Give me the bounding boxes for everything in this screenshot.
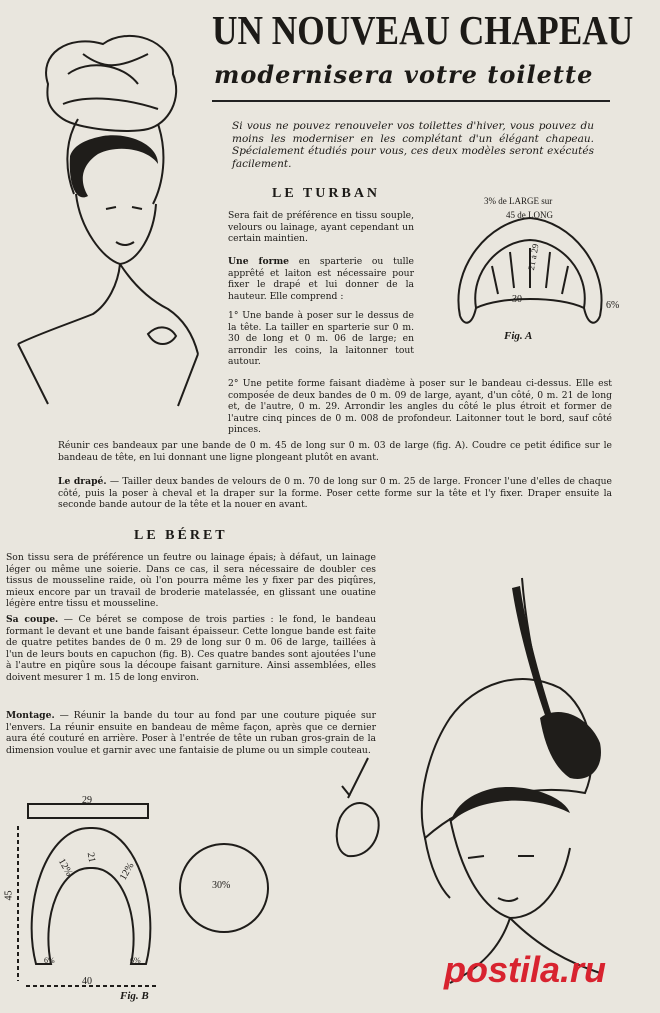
turban-heading: LE TURBAN [272, 186, 381, 201]
turban-illustration [8, 14, 208, 414]
turban-paragraph-6 [58, 476, 612, 511]
beret-p2-text: — Ce béret se compose de trois parties : le fond, le bandeau formant le devant et une bande faisant épaisseur. Cette longue bande est faite de quatre petites bandes de 0 m. 29 de long sur 0 m. 06 de large, taillées à l'un de leurs bouts en capuchon (fig. B). Ces quatre bandes sont ajoutées l'une à l'autre en piqûre sous la découpe faisant garniture. Ainsi assemblées, elles doivent mesurer 1 m. 15 de long environ. [6, 614, 376, 683]
intro-text: Si vous ne pouvez renouveler vos toilettes d'hiver, vous pouvez du moins les moderniser en les complétant d'un élégant chapeau. Spécialement étudiés pour vous, ces deux modèles seront exécutés facilement. [232, 120, 594, 170]
fig-b-foot-right: 6% [130, 956, 141, 965]
turban-paragraph-5: Réunir ces bandeaux par une bande de 0 m. 45 de long sur 0 m. 03 de large (fig. A). Coudre ce petit édifice sur le bandeau de tête, en lui donnant une ligne plongeant plutôt en avant. [58, 440, 612, 463]
fig-a-top-note-2: 45 de LONG [506, 210, 553, 220]
page-subtitle: modernisera votre toilette [214, 60, 594, 89]
beret-heading: LE BÉRET [134, 528, 228, 543]
turban-p6-lead: Le drapé. [58, 476, 107, 487]
fig-b-label: Fig. B [120, 990, 149, 1002]
fig-b-inner-dimension: 21 [84, 851, 98, 864]
turban-paragraph-4: 2° Une petite forme faisant diadème à poser sur le bandeau ci-dessus. Elle est composée de deux bandes de 0 m. 09 de large, ayant, d'un côté, 0 m. 21 de long et, de l'autre, 0 m. 29. Arrondir les angles du côté le plus étroit et former de l'autre cinq pinces de 0 m. 008 de profondeur. Laitonner tout le bord, sauf côté pinces. [228, 378, 612, 436]
title-rule [212, 100, 610, 102]
fig-a-label: Fig. A [504, 330, 533, 342]
beret-p3-lead: Montage. [6, 710, 55, 721]
page-title: UN NOUVEAU CHAPEAU [212, 7, 634, 53]
fig-b-bottom-dimension: 40 [82, 976, 92, 987]
fig-a-right-dimension: 6% [606, 300, 620, 311]
fig-b-diagram [3, 796, 296, 996]
turban-paragraph-1: Sera fait de préférence en tissu souple, velours ou lainage, ayant cependant un certain maintien. [228, 210, 414, 245]
fig-a-top-note: 3% de LARGE sur [484, 196, 553, 206]
fig-b-left-slant: 12% [55, 856, 75, 879]
turban-p2-lead: Une forme [228, 256, 290, 267]
turban-p6-text: — Tailler deux bandes de velours de 0 m. 70 de long sur 0 m. 25 de large. Froncer l'une d'elles de chaque côté, puis la poser à cheval et la draper sur la forme. Poser cette forme sur la tête et l'y fixer. Draper ensuite la seconde bande autour de la tête et la nouer en avant. [58, 476, 612, 511]
beret-p2-lead: Sa coupe. [6, 614, 59, 625]
fig-b-top-dimension: 29 [82, 795, 92, 806]
beret-paragraph-1: Son tissu sera de préférence un feutre ou lainage épais; à défaut, un lainage léger ou même une soierie. Dans ce cas, il sera nécessaire de doubler ces tissus de mousseline raide, où l'on pourra même les y fixer par des piqûres, mieux encore par un travail de broderie matelassée, en glissant une ouatine légère entre tissu et mousseline. [6, 552, 376, 610]
fig-b-foot-left: 6% [44, 956, 55, 965]
fig-b-right-slant: 12% [117, 860, 137, 883]
fig-b-left-dimension: 45 [3, 890, 15, 901]
fig-b-circle-dimension: 30% [212, 880, 231, 891]
turban-p2-text: en sparterie ou tulle apprêté et laiton est nécessaire pour fixer le drapé et lui donner de la hauteur. Elle comprend : [228, 256, 414, 302]
postila-watermark: postila.ru [444, 949, 607, 990]
beret-p3-text: — Réunir la bande du tour au fond par une couture piquée sur l'envers. La réunir ensuite en bandeau de même façon, après que ce dernier aura été couturé en arrière. Poser à l'entrée de tête un ruban gros-grain de la dimension voulue et garnir avec une fantaisie de plume ou un simple couteau. [6, 710, 376, 756]
fig-a-side-dimension: 21 à 29 [526, 243, 541, 271]
beret-illustration [300, 568, 630, 998]
turban-paragraph-3: 1° Une bande à poser sur le dessus de la tête. La tailler en sparterie sur 0 m. 30 de long et 0 m. 06 de large; en arrondir les coins, la laitonner tout autour. [228, 310, 414, 368]
fig-a-bottom-dimension: 30 [512, 294, 522, 305]
turban-paragraph-2 [228, 256, 414, 302]
